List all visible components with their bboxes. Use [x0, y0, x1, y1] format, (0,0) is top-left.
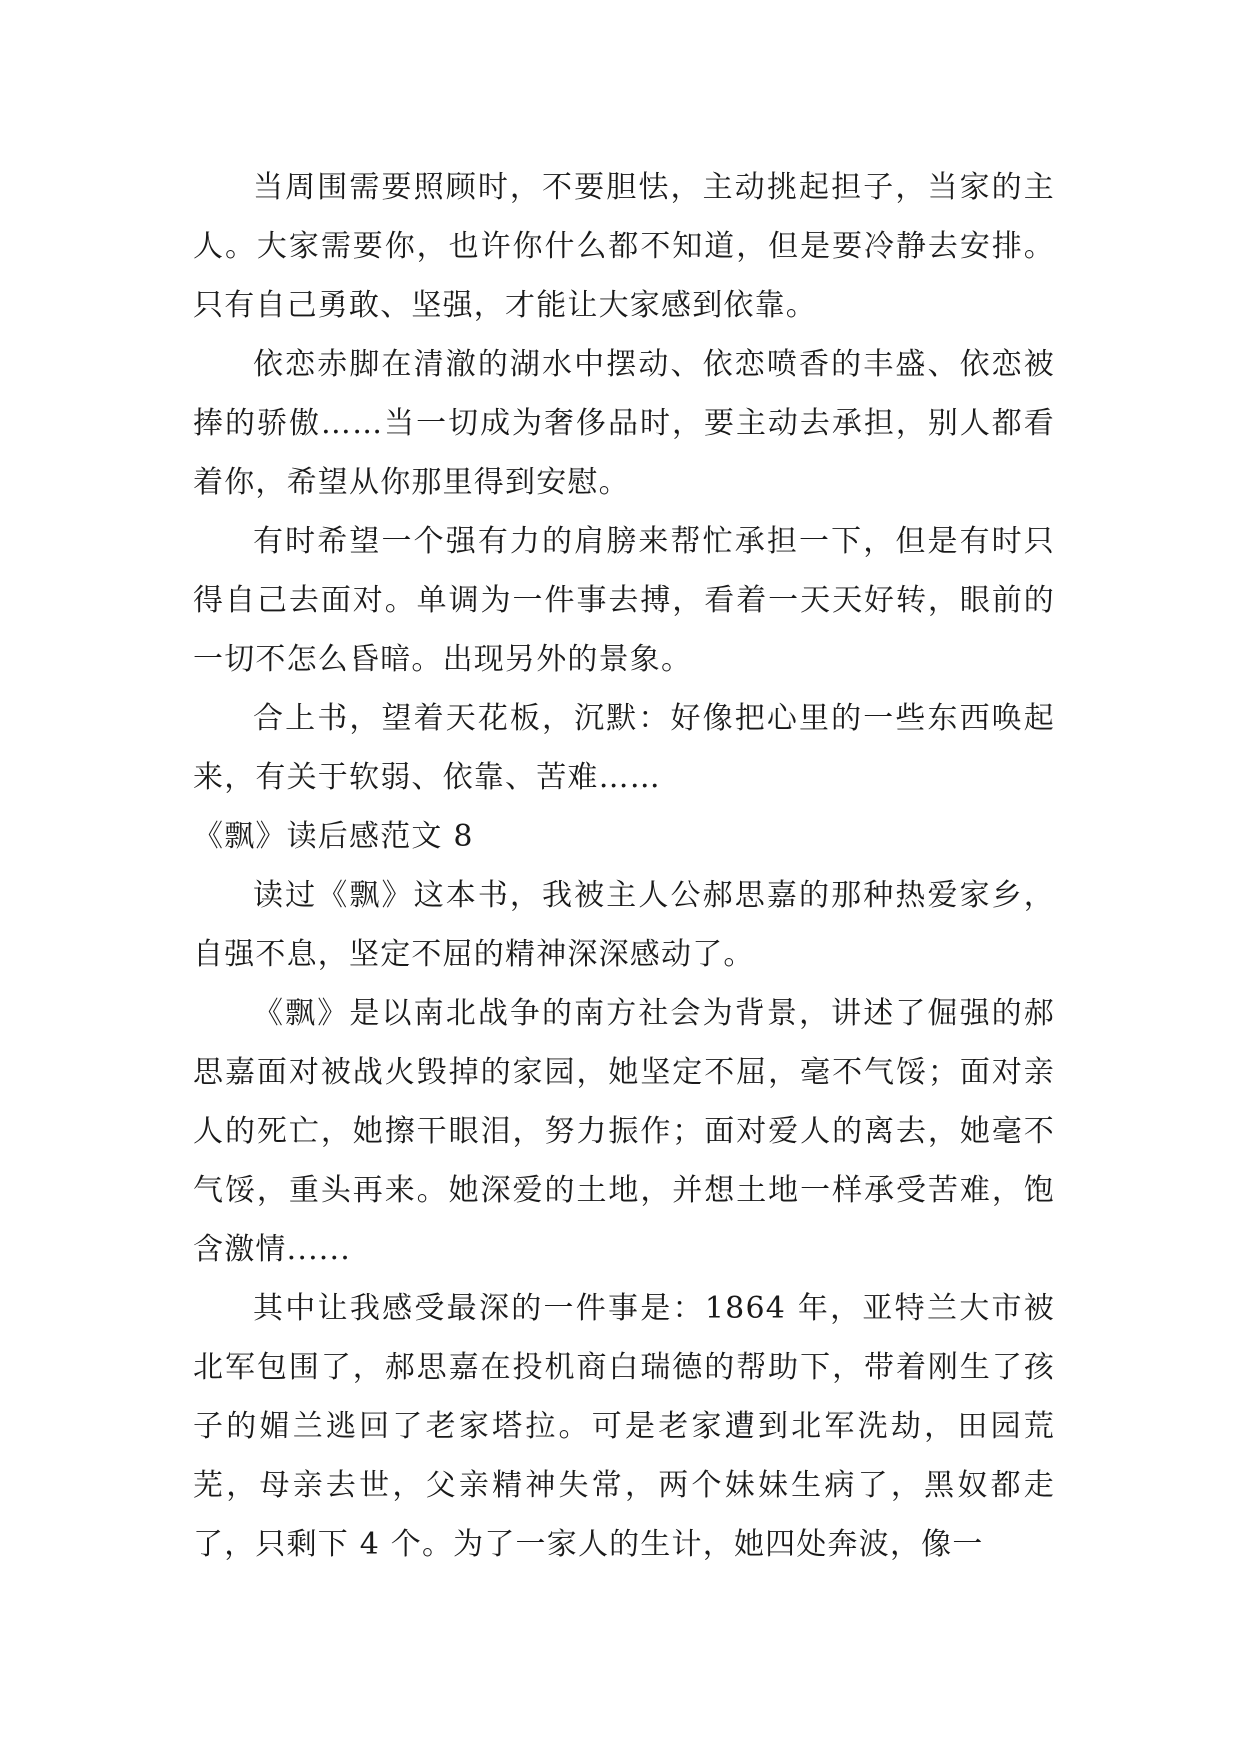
document-body — [193, 158, 1055, 1574]
paragraph-1: 当周围需要照顾时，不要胆怯，主动挑起担子，当家的主人。大家需要你，也许你什么都不知道，但是要冷静去安排。只有自己勇敢、坚强，才能让大家感到依靠。 — [193, 170, 1055, 323]
paragraph-6: 《飘》是以南北战争的南方社会为背景，讲述了倔强的郝思嘉面对被战火毁掉的家园，她坚定不屈，毫不气馁；面对亲人的死亡，她擦干眼泪，努力振作；面对爱人的离去，她毫不气馁，重头再来。她深爱的土地，并想土地一样承受苦难，饱含激情...... — [193, 996, 1055, 1267]
paragraph-3: 有时希望一个强有力的肩膀来帮忙承担一下，但是有时只得自己去面对。单调为一件事去搏，看着一天天好转，眼前的一切不怎么昏暗。出现另外的景象。 — [193, 524, 1055, 677]
paragraph-7: 其中让我感受最深的一件事是：1864 年，亚特兰大市被北军包围了，郝思嘉在投机商白瑞德的帮助下，带着刚生了孩子的媚兰逃回了老家塔拉。可是老家遭到北军洗劫，田园荒芜，母亲去世，父亲精神失常，两个妹妹生病了，黑奴都走了，只剩下 4 个。为了一家人的生计，她四处奔波，像一 — [193, 1291, 1055, 1562]
section-heading: 《飘》读后感范文 8 — [193, 819, 474, 854]
paragraph-4: 合上书，望着天花板，沉默：好像把心里的一些东西唤起来，有关于软弱、依靠、苦难…… — [193, 701, 1055, 795]
paragraph-2: 依恋赤脚在清澈的湖水中摆动、依恋喷香的丰盛、依恋被捧的骄傲……当一切成为奢侈品时，要主动去承担，别人都看着你，希望从你那里得到安慰。 — [193, 347, 1055, 500]
paragraph-5: 读过《飘》这本书，我被主人公郝思嘉的那种热爱家乡，自强不息，坚定不屈的精神深深感动了。 — [193, 878, 1055, 972]
